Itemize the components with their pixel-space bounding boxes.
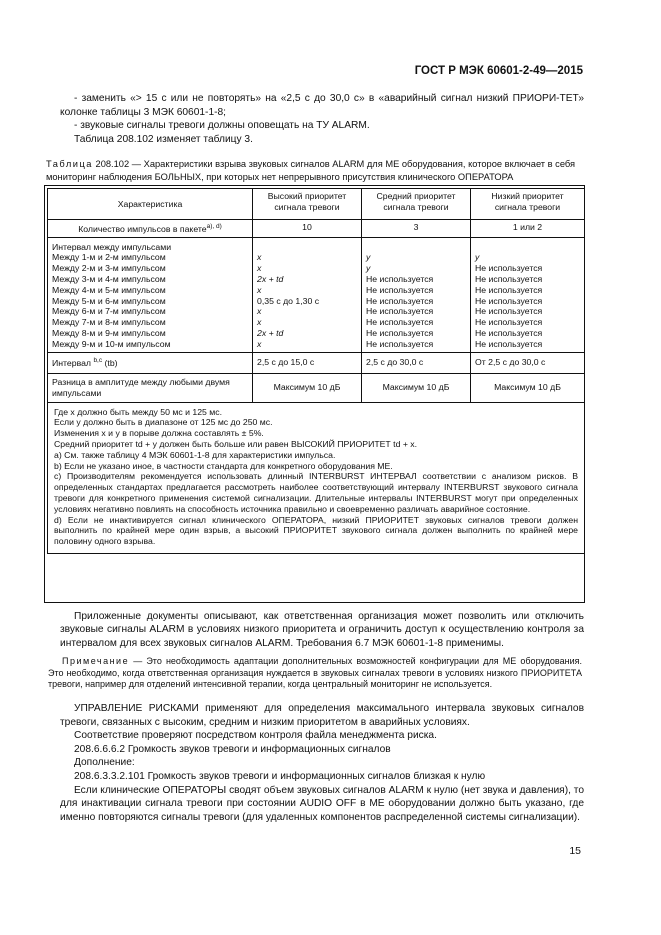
- interval-label: Между 7-м и 8-м импульсом: [52, 317, 166, 328]
- table-notes: [48, 402, 585, 553]
- paragraph: Если клинические ОПЕРАТОРЫ сводят объем звуковых сигналов ALARM к нулю (нет звука и давления), то для инактивации сигнала тревоги при состоянии AUDIO OFF в МЕ оборудовании должно быть указано, где именно повторяются сигналы тревоги (для удаленных компонентов распределенной системы сигнализации).: [60, 784, 584, 823]
- intervals-title: Интервал между импульсами: [52, 241, 172, 252]
- interval-value: y: [366, 263, 371, 274]
- interval-value: 2x + td: [257, 328, 284, 339]
- interval-label: Между 4-м и 5-м импульсом: [52, 284, 166, 295]
- table-note: c) Производителям рекомендуется использовать длинный INTERBURST ИНТЕРВАЛ соответствии с анализом рисков. В определенных стандартах предлагается рассмотреть наиболее соответствующий интервалу INTERBURST звукового сигнала тревоги для конкретного применения системой сигнализации. Длительные интервалы INTERBURST могут при определенных условиях негативно повлиять на способность источника правильно и своевременно различать аварийное состояние.: [54, 471, 578, 514]
- interval-value: Не используется: [475, 263, 543, 274]
- table-cell: 2,5 с до 30,0 с: [362, 352, 471, 373]
- note-text: — Это необходимость адаптации дополнительных возможностей конфигурации для МЕ оборудования. Это необходимо, когда ответственная организация нуждается в звуковых сигналах тревоги в условиях низкого ПРИОРИТЕТА тревоги, например для отделений интенсивной терапии, когда центральный мониторинг не используется.: [48, 656, 582, 689]
- table-cell: Максимум 10 дБ: [253, 373, 362, 402]
- table-header-row: [48, 189, 585, 220]
- table-cell: 2,5 с до 15,0 с: [253, 352, 362, 373]
- standard-header: ГОСТ Р МЭК 60601-2-49—2015: [414, 65, 583, 77]
- interval-label: Между 8-м и 9-м импульсом: [52, 328, 166, 339]
- list-item: - заменить «> 15 с или не повторять» на «2,5 с до 30,0 с» в «аварийный сигнал низкий ПРИОРИ-ТЕТ» колонке таблицы 3 МЭК 60601-1-8;: [60, 93, 584, 118]
- table-cell: Максимум 10 дБ: [471, 373, 585, 402]
- interval-label: Между 3-м и 4-м импульсом: [52, 274, 166, 285]
- interval-value: Не используется: [366, 338, 434, 349]
- interval-value: x: [257, 284, 262, 295]
- interval-value: x: [257, 338, 262, 349]
- section-heading: 208.6.6.6.2 Громкость звуков тревоги и информационных сигналов: [74, 743, 391, 755]
- paragraph: Соответствие проверяют посредством контроля файла менеджмента риска.: [74, 730, 437, 742]
- pulse-count-row: [48, 220, 585, 238]
- table-note: a) См. также таблицу 4 МЭК 60601-1-8 для характеристики импульса.: [54, 449, 336, 460]
- paragraph: Приложенные документы описывают, как ответственная организация может позволить или отключить звуковые сигналы ALARM в условиях низкого приоритета и ограничить доступ к осуществлению контроля за интервалом для всех звуковых сигналов ALARM. Требования 6.7 МЭК 60601-1-8 применимы.: [60, 611, 584, 649]
- interval-value: x: [257, 252, 262, 263]
- interval-label: Между 1-м и 2-м импульсом: [52, 252, 166, 263]
- table-cell: 3: [362, 220, 471, 238]
- interval-value: x: [257, 263, 262, 274]
- note-block: [48, 656, 582, 691]
- intervals-row: [48, 237, 585, 352]
- intervals-high: [253, 237, 362, 352]
- table-cell: От 2,5 с до 30,0 с: [471, 352, 585, 373]
- caption-label: Таблица: [46, 159, 93, 169]
- interval-label: Интервал $^{b,c}$ (tb): [48, 352, 253, 373]
- interval-value: x: [257, 317, 262, 328]
- interval-value: Не используется: [475, 284, 543, 295]
- table-cell: 1 или 2: [471, 220, 585, 238]
- list-item: Таблица 208.102 изменяет таблицу 3.: [74, 133, 253, 145]
- interval-value: Не используется: [366, 295, 434, 306]
- interval-value: Не используется: [475, 328, 543, 339]
- intervals-medium: [362, 237, 471, 352]
- page-number: 15: [569, 845, 581, 857]
- interval-value: Не используется: [475, 274, 543, 285]
- list-item: - звуковые сигналы тревоги должны оповещать на ТУ ALARM.: [74, 120, 370, 132]
- table-note: Изменения x и y в порыве должна составлять ± 5%.: [54, 428, 264, 439]
- interval-value: 0,35 с до 1,30 с: [257, 295, 320, 306]
- paragraph-documents: [60, 610, 584, 650]
- paragraph: Дополнение:: [74, 757, 135, 769]
- interval-label: Между 5-м и 6-м импульсом: [52, 295, 166, 306]
- header-characteristic: Характеристика: [48, 189, 253, 220]
- table-note: d) Если не инактивируется сигнал клинического ОПЕРАТОРА, низкий ПРИОРИТЕТ звуковых сигналов тревоги должен выполнить по крайней мере один взрыв, а высокий ПРИОРИТЕТ звукового сигнала должен выполнить по крайней мере половину одного взрыва.: [54, 514, 578, 547]
- section-heading: 208.6.3.3.2.101 Громкость звуков тревоги и информационных сигналов близкая к нулю: [74, 770, 486, 782]
- interval-label: Между 6-м и 7-м импульсом: [52, 306, 166, 317]
- interval-value: Не используется: [475, 306, 543, 317]
- interval-value: Не используется: [366, 328, 434, 339]
- interval-value: Не используется: [475, 295, 543, 306]
- header-medium: Средний приоритет сигнала тревоги: [362, 189, 471, 220]
- interval-value: Не используется: [366, 317, 434, 328]
- table-note: Средний приоритет td + y должен быть больше или равен ВЫСОКИЙ ПРИОРИТЕТ td + x.: [54, 439, 418, 450]
- amplitude-label: Разница в амплитуде между любыми двумя импульсами: [48, 373, 253, 402]
- interval-value: Не используется: [366, 274, 434, 285]
- interval-value: 2x + td: [257, 274, 284, 285]
- interburst-interval-row: [48, 352, 585, 373]
- burst-characteristics-table: [47, 188, 585, 554]
- interval-label: Между 2-м и 3-м импульсом: [52, 263, 166, 274]
- interval-label: Между 9-м и 10-м импульсом: [52, 338, 171, 349]
- interval-value: Не используется: [475, 338, 543, 349]
- table-note: b) Если не указано иное, в частности стандарта для конкретного оборудования МЕ.: [54, 460, 393, 471]
- header-high: Высокий приоритет сигнала тревоги: [253, 189, 362, 220]
- closing-paragraphs: [60, 702, 584, 824]
- table-cell: Максимум 10 дБ: [362, 373, 471, 402]
- pulse-count-label: Количество импульсов в пакете$^{a), d)}$: [48, 220, 253, 238]
- top-list: [60, 92, 584, 146]
- table-note: Если y должно быть в диапазоне от 125 мс до 250 мс.: [54, 417, 273, 428]
- interval-value: y: [475, 252, 480, 263]
- interval-value: Не используется: [366, 284, 434, 295]
- interval-value: y: [366, 252, 371, 263]
- table-cell: 10: [253, 220, 362, 238]
- interval-value: x: [257, 306, 262, 317]
- table-notes-row: [48, 402, 585, 553]
- intervals-labels: [48, 237, 253, 352]
- table-caption: [46, 158, 586, 183]
- intervals-low: [471, 237, 585, 352]
- header-low: Низкий приоритет сигнала тревоги: [471, 189, 585, 220]
- amplitude-row: [48, 373, 585, 402]
- interval-value: Не используется: [366, 306, 434, 317]
- table-note: Где x должно быть между 50 мс и 125 мс.: [54, 406, 223, 417]
- interval-value: Не используется: [475, 317, 543, 328]
- caption-text: 208.102 — Характеристики взрыва звуковых сигналов ALARM для МЕ оборудования, которое включает в себя мониторинг наблюдения БОЛЬНЫХ, при которых нет непрерывного присутствия клинического ОПЕРАТОРА: [46, 159, 576, 182]
- note-label: Примечание: [62, 656, 130, 666]
- paragraph: УПРАВЛЕНИЕ РИСКАМИ применяют для определения максимального интервала звуковых сигналов тревоги, связанных с высоким, средним и низким приоритетом в аварийных условиях.: [60, 703, 584, 728]
